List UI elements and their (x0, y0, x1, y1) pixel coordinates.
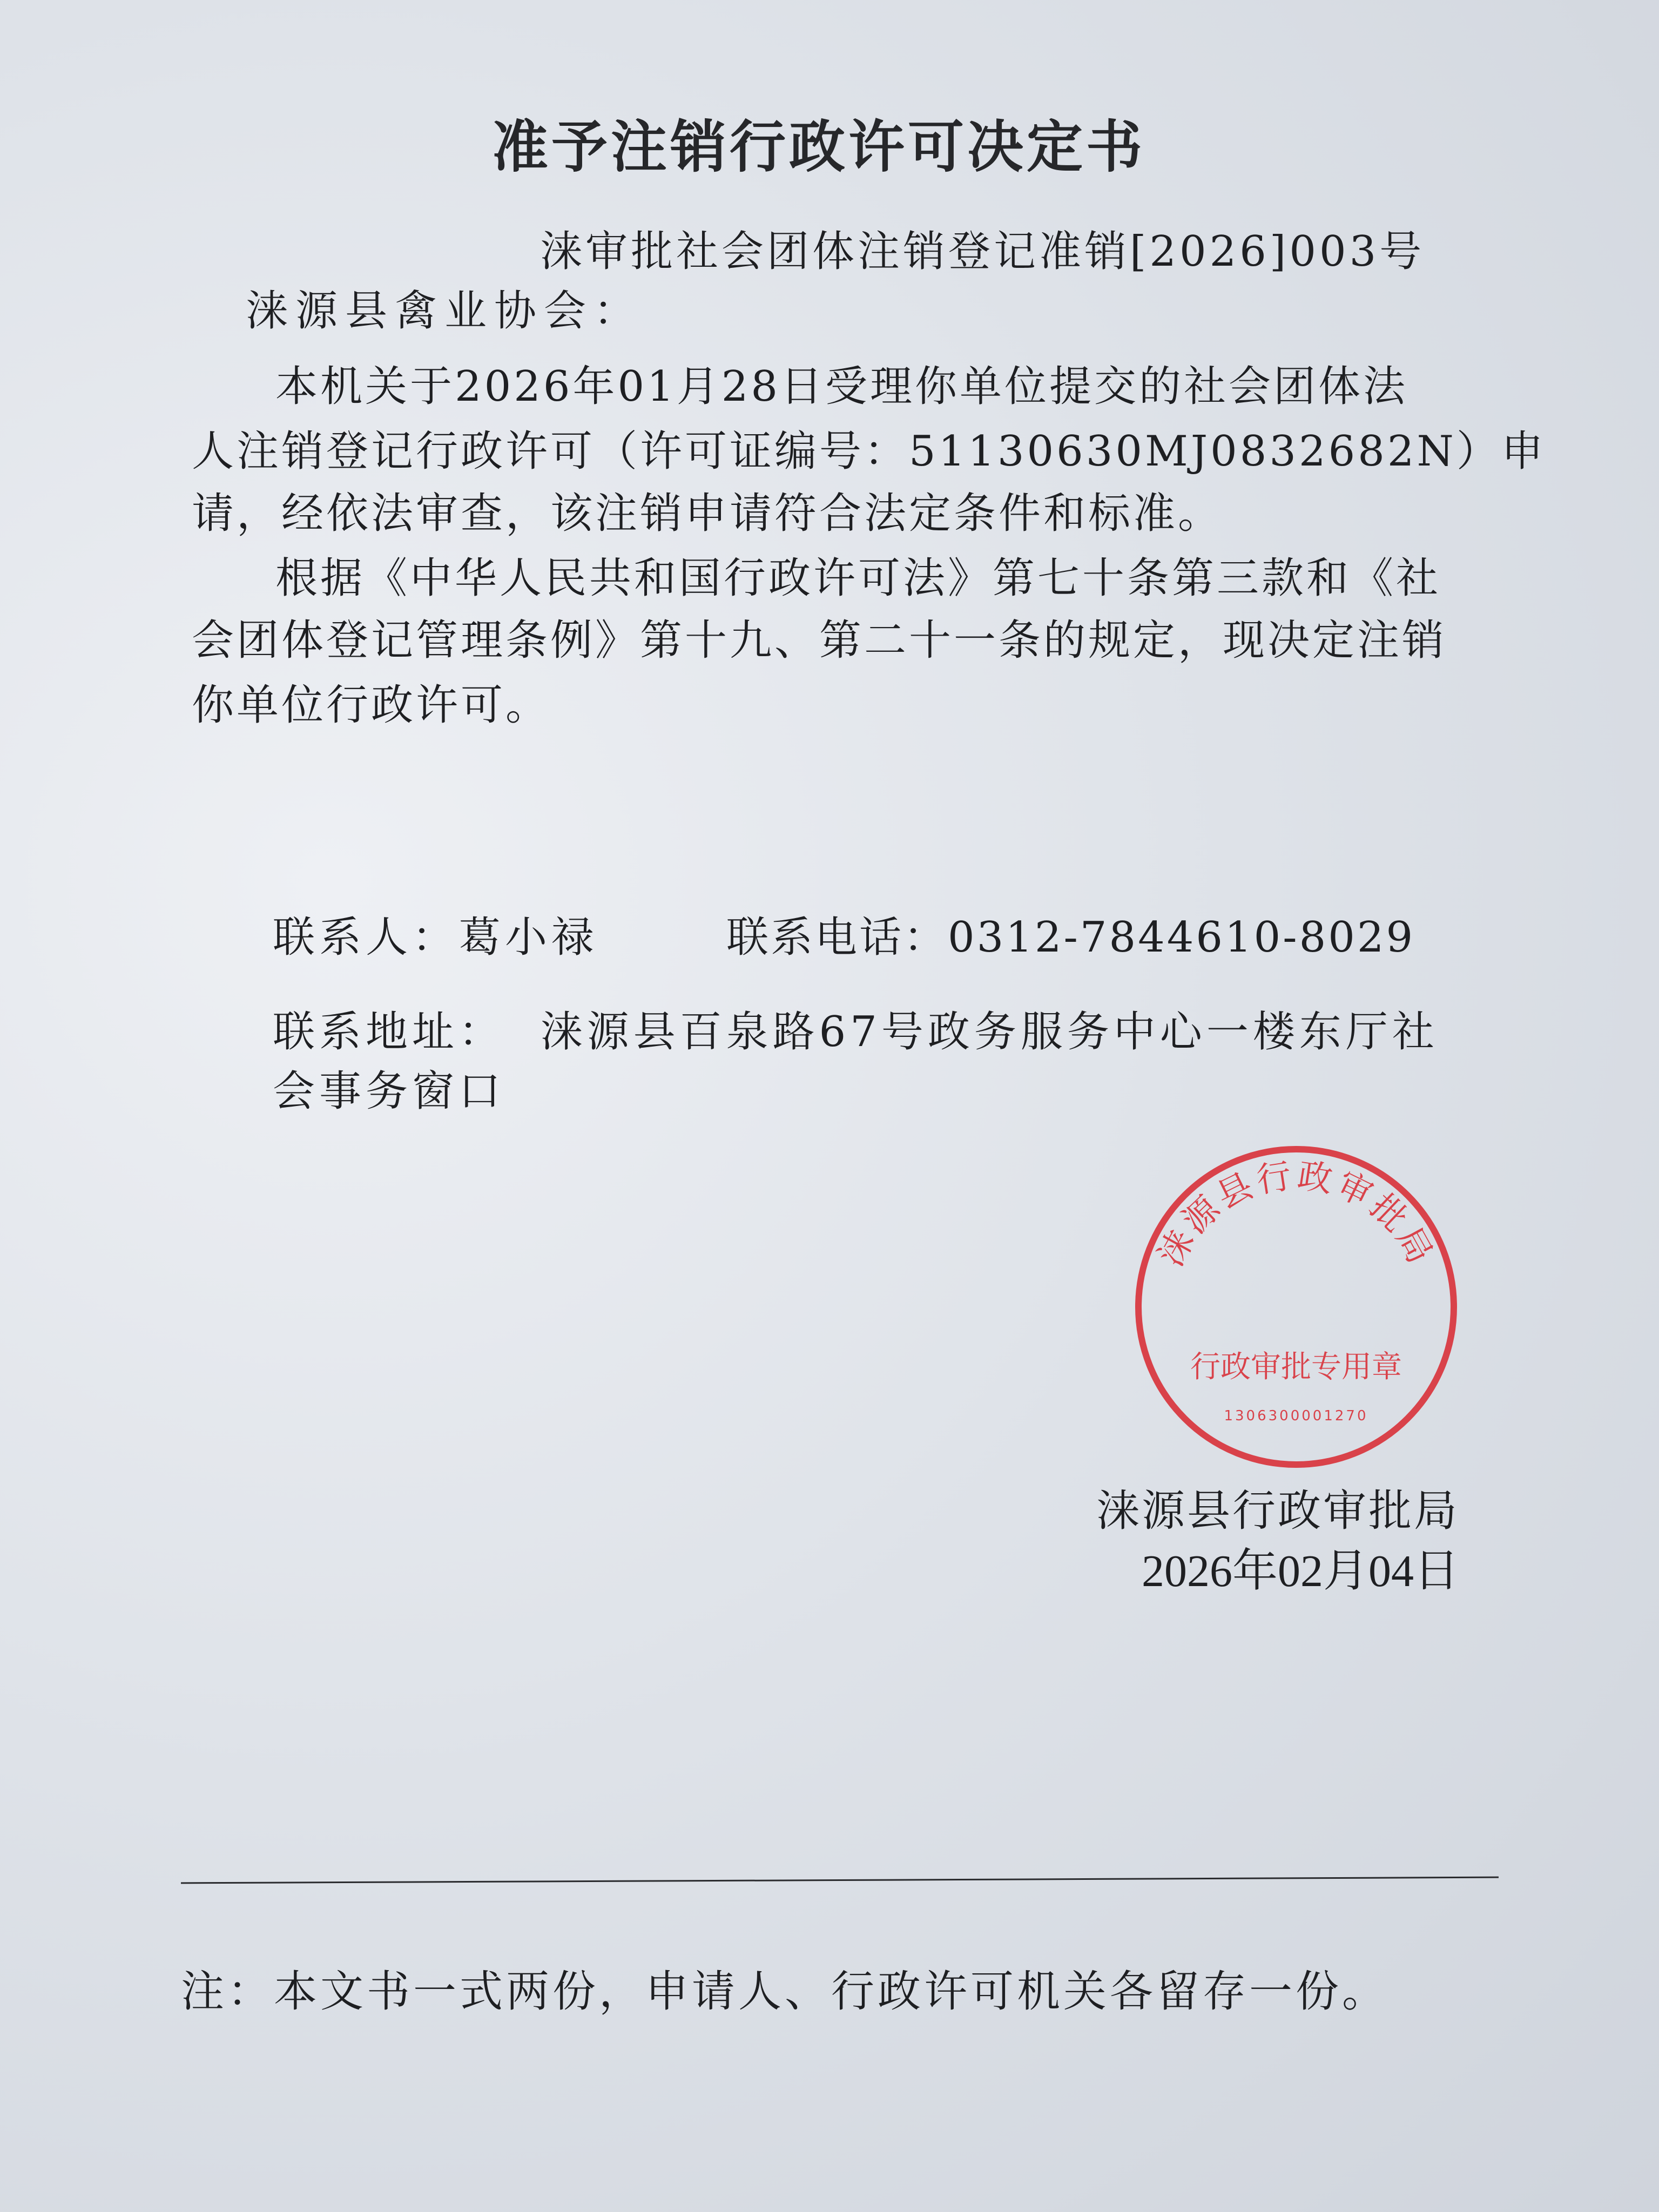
body-line: 请，经依法审查，该注销申请符合法定条件和标准。 (192, 489, 1223, 538)
body-line: 人注销登记行政许可（许可证编号：51130630MJ0832682N）申 (192, 427, 1546, 476)
body-line: 你单位行政许可。 (192, 681, 551, 730)
footer-note: 注：本文书一式两份，申请人、行政许可机关各留存一份。 (181, 1966, 1388, 2017)
contact-address: 联系地址： 涞源县百泉路67号政务服务中心一楼东厅社 (273, 1008, 1439, 1056)
divider (181, 1877, 1499, 1884)
document-number: 涞审批社会团体注销登记准销[2026]003号 (540, 227, 1425, 276)
official-seal (1129, 1139, 1464, 1474)
addressee: 涞源县禽业协会： (246, 287, 644, 335)
contact-person: 联系人：葛小禄 (273, 913, 598, 962)
seal-code: 1306300001270 (1224, 1408, 1368, 1424)
contact-phone: 联系电话：0312-7844610-8029 (726, 913, 1415, 962)
issuer-name: 涞源县行政审批局 (1096, 1486, 1459, 1536)
body-line: 会团体登记管理条例》第十九、第二十一条的规定，现决定注销 (192, 616, 1447, 665)
contact-address-cont: 会事务窗口 (273, 1067, 505, 1116)
issue-date: 2026年02月04日 (1141, 1546, 1459, 1596)
document-title: 准予注销行政许可决定书 (491, 113, 1145, 180)
body-line: 根据《中华人民共和国行政许可法》第七十条第三款和《社 (275, 554, 1441, 603)
seal-top-text: 涞源县行政审批局 (1151, 1156, 1441, 1273)
seal-bottom-text: 行政审批专用章 (1190, 1350, 1402, 1385)
body-line: 本机关于2026年01月28日受理你单位提交的社会团体法 (275, 362, 1408, 411)
